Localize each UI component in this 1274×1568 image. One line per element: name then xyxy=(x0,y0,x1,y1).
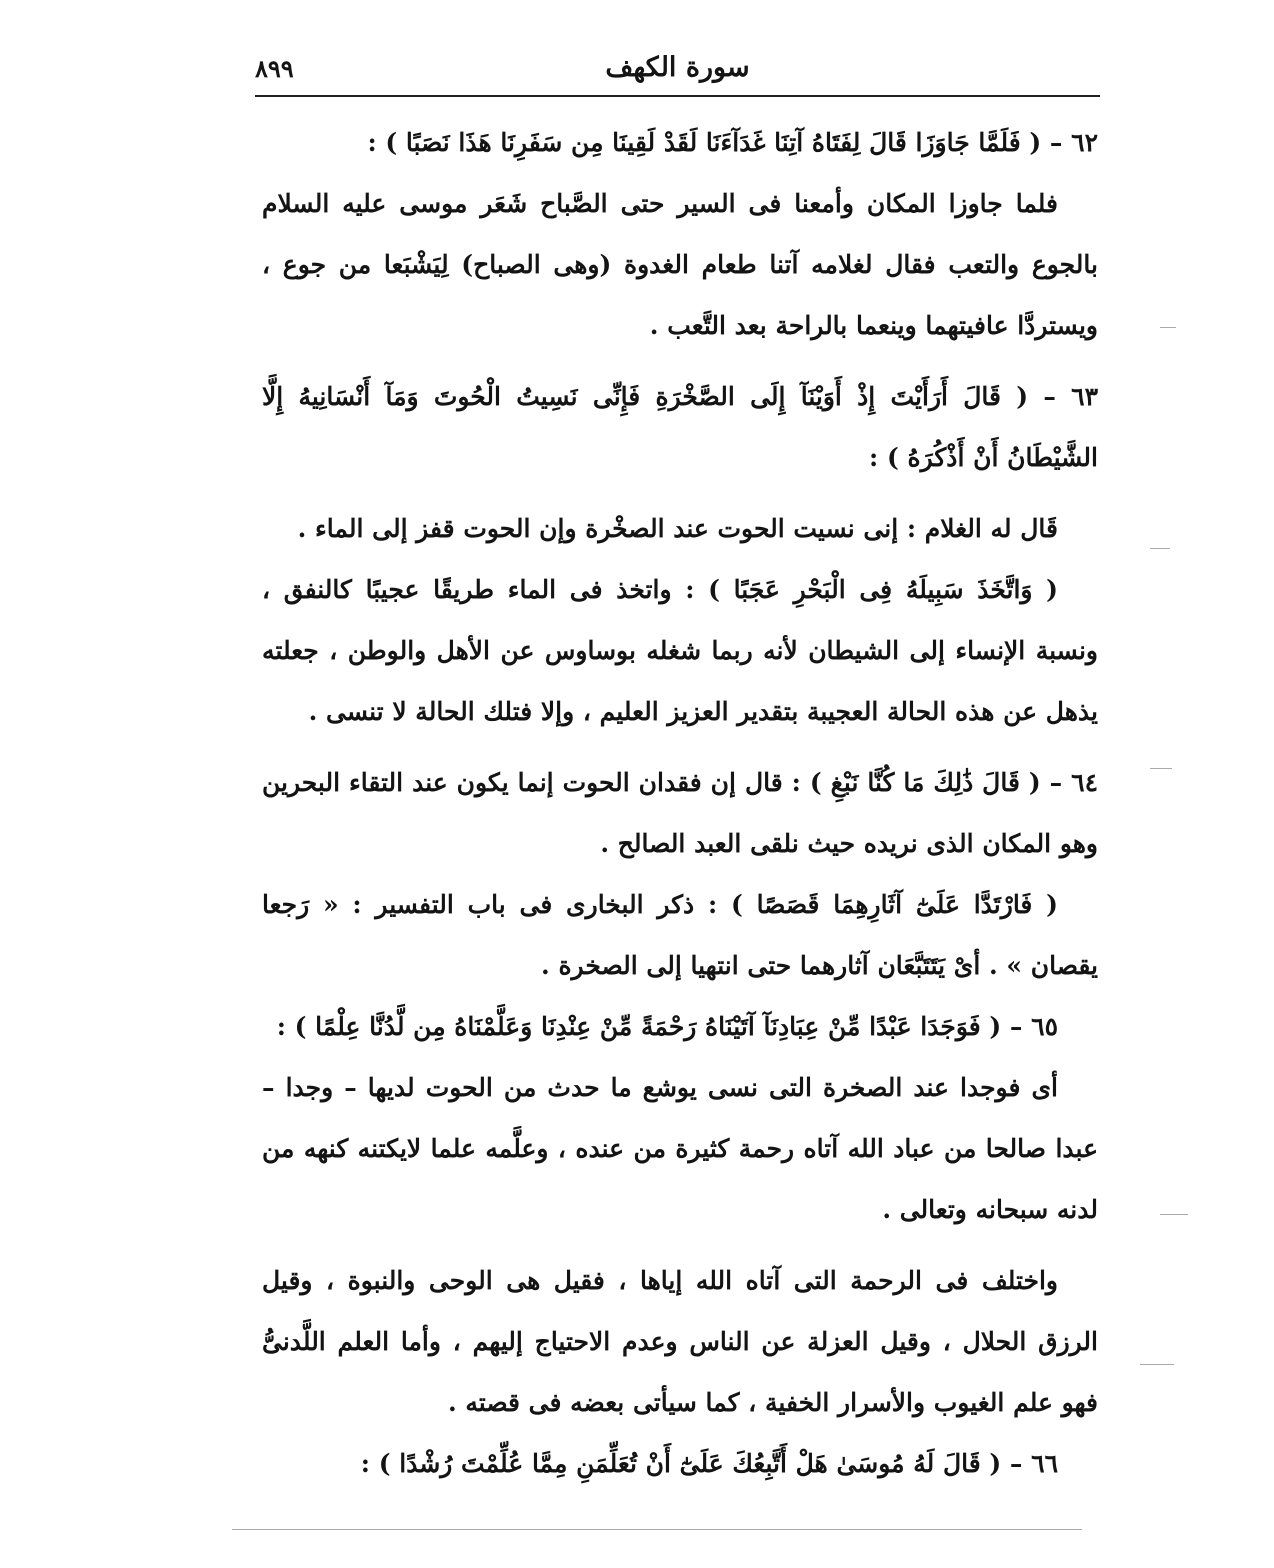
commentary-62: فلما جاوزا المكان وأمعنا فى السير حتى الصَّباح شَعَر موسى عليه السلام بالجوع والتعب فقال لغلامه آتنا طعام الغدوة (وهى الصباح) لِيَشْبَعا من جوع ، ويستردَّا عافيتهما وينعما بالراحة بعد التَّعب . xyxy=(262,189,1098,340)
verse-62: ٦٢ – ( فَلَمَّا جَاوَزَا قَالَ لِفَتَاهُ آتِنَا غَدَآءَنَا لَقَدْ لَقِينَا مِن سَفَرِنَا هَذَا نَصَبًا ) : xyxy=(367,128,1098,157)
header-rule xyxy=(255,95,1100,97)
scan-mark xyxy=(1160,1214,1188,1215)
tafsir-body xyxy=(262,112,1098,1494)
commentary-65-a: أى فوجدا عند الصخرة التى نسى يوشع ما حدث من الحوت لديها – وجدا – عبدا صالحا من عباد الله آتاه رحمة كثيرة من عنده ، وعلَّمه علما لايكتنه كنهه من لدنه سبحانه وتعالى . xyxy=(262,1073,1098,1224)
commentary-65-b: واختلف فى الرحمة التى آتاه الله إياها ، فقيل هى الوحى والنبوة ، وقيل الرزق الحلال ، وقيل العزلة عن الناس وعدم الاحتياج إليهم ، وأما العلم اللَّدنىُّ فهو علم الغيوب والأسرار الخفية ، كما سيأتى بعضه فى قصته . xyxy=(262,1266,1098,1417)
verse-64: ٦٤ – ( قَالَ ذَٰلِكَ مَا كُنَّا نَبْغِ ) : قال إن فقدان الحوت إنما يكون عند التقاء البحرين وهو المكان الذى نريده حيث نلقى العبد الصالح . xyxy=(262,768,1098,858)
commentary-63-a: قَال له الغلام : إنى نسيت الحوت عند الصخْرة وإن الحوت قفز إلى الماء . xyxy=(297,514,1058,543)
page-header xyxy=(255,50,1100,94)
verse-66: ٦٦ – ( قَالَ لَهُ مُوسَىٰ هَلْ أَتَّبِعُكَ عَلَىٰٓ أَنْ تُعَلِّمَنِ مِمَّا عُلِّمْتَ رُشْدًا ) : xyxy=(360,1449,1058,1478)
scan-mark xyxy=(1140,1364,1174,1365)
surah-title: سورة الكهف xyxy=(605,52,750,83)
scan-mark xyxy=(1150,548,1170,549)
verse-63: ٦٣ – ( قَالَ أَرَأَيْتَ إِذْ أَوَيْنَآ إِلَى الصَّخْرَةِ فَإِنِّى نَسِيتُ الْحُوتَ وَمَآ أَنْسَانِيهُ إِلَّا الشَّيْطَانُ أَنْ أَذْكُرَهُ ) : xyxy=(262,382,1098,472)
scan-mark xyxy=(1160,327,1176,328)
scan-mark xyxy=(1150,768,1172,769)
commentary-64: ( فَارْتَدَّا عَلَىٰٓ آثَارِهِمَا قَصَصًا ) : ذكر البخارى فى باب التفسير : « رَجعا يقصان » . أىْ يَتَتَبَّعَان آثارهما حتى انتهيا إلى الصخرة . xyxy=(262,890,1098,980)
verse-65: ٦٥ – ( فَوَجَدَا عَبْدًا مِّنْ عِبَادِنَآ آتَيْنَاهُ رَحْمَةً مِّنْ عِنْدِنَا وَعَلَّمْنَاهُ مِن لَّدُنَّا عِلْمًا ) : xyxy=(276,1012,1058,1041)
commentary-63-b: ( وَاتَّخَذَ سَبِيلَهُ فِى الْبَحْرِ عَجَبًا ) : واتخذ فى الماء طريقًا عجيبًا كالنفق ، ونسبة الإنساء إلى الشيطان لأنه ربما شغله بوساوس عن الأهل والوطن ، جعلته يذهل عن هذه الحالة العجيبة بتقدير العزيز العليم ، وإلا فتلك الحالة لا تنسى . xyxy=(262,575,1098,726)
scan-mark xyxy=(232,1529,1082,1530)
page-number: ٨٩٩ xyxy=(255,54,294,83)
